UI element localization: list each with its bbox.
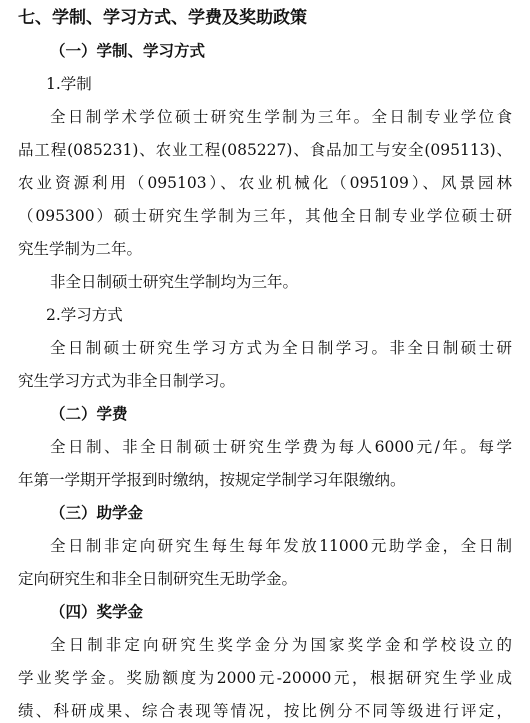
paragraph-line: 全日制、非全日制硕士研究生学费为每人6000元/年。每学 (50, 438, 512, 456)
section-title: 七、学制、学习方式、学费及奖助政策 (18, 8, 307, 28)
subsection-heading-tuition: （二）学费 (50, 405, 128, 423)
paragraph-line: 究生学习方式为非全日制学习。 (18, 372, 236, 390)
paragraph-line: 绩、科研成果、综合表现等情况，按比例分不同等级进行评定， (18, 702, 512, 720)
paragraph-line: 全日制非定向研究生奖学金分为国家奖学金和学校设立的 (50, 636, 512, 654)
paragraph-line: 定向研究生和非全日制研究生无助学金。 (18, 570, 298, 588)
paragraph-part-time-duration: 非全日制硕士研究生学制均为三年。 (50, 273, 299, 291)
paragraph-line: 全日制学术学位硕士研究生学制为三年。全日制专业学位食 (50, 108, 512, 126)
paragraph-line: 品工程(085231)、农业工程(085227)、食品加工与安全(095113)、 (18, 141, 512, 159)
paragraph-line: （095300）硕士研究生学制为三年，其他全日制专业学位硕士研 (18, 207, 512, 225)
paragraph-line: 究生学制为二年。 (18, 240, 143, 258)
paragraph-line: 全日制非定向研究生每生每年发放11000元助学金，全日制 (50, 537, 512, 555)
item-label-duration: 1.学制 (46, 75, 92, 93)
subsection-heading-grant: （三）助学金 (50, 504, 144, 522)
subsection-heading-scholarship: （四）奖学金 (50, 603, 144, 621)
subsection-heading-study-system: （一）学制、学习方式 (50, 42, 206, 60)
paragraph-line: 年第一学期开学报到时缴纳，按规定学制学习年限缴纳。 (18, 471, 406, 489)
paragraph-line: 全日制硕士研究生学习方式为全日制学习。非全日制硕士研 (50, 339, 512, 357)
paragraph-line: 农业资源利用（095103）、农业机械化（095109）、风景园林 (18, 174, 512, 192)
item-label-study-mode: 2.学习方式 (46, 306, 123, 324)
paragraph-line: 学业奖学金。奖励额度为2000元-20000元，根据研究生学业成 (18, 669, 512, 687)
